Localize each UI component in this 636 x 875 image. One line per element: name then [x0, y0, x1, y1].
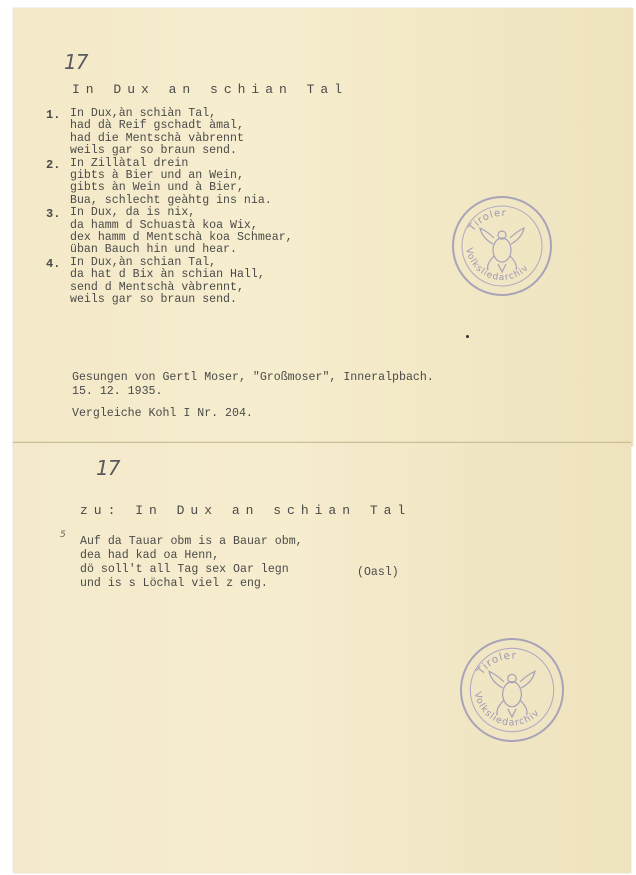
note-label: (Oasl) [357, 566, 399, 579]
verse-line: weils gar so braun send. [70, 293, 237, 307]
handwritten-number-top: 17 [64, 50, 88, 74]
verse-line: In Dux, da is nix, [70, 206, 196, 220]
lyric-line: und is s Löchal viel z eng. [80, 577, 268, 590]
verse-line: send d Mentschà vàbrennt, [70, 280, 244, 294]
verse-line: In Zillàtal drein [70, 156, 189, 170]
ink-dot [466, 335, 469, 338]
verse-line: gibts àn Wein und à Bier, [70, 181, 244, 195]
date-line: 15. 12. 1935. [72, 385, 163, 398]
verse-line: had dà Reif gschadt àmal, [70, 119, 244, 133]
lyric-line: dea had kad oa Henn, [80, 549, 220, 562]
verse-number: 1. [46, 108, 61, 122]
verse-line: had die Mentschà vàbrennt [70, 131, 244, 145]
verse-line: weils gar so braun send. [70, 144, 237, 158]
compare-line: Vergleiche Kohl I Nr. 204. [72, 407, 253, 420]
verse-line: In Dux,àn schiàn Tal, [70, 107, 217, 120]
verse-line: gibts à Bier und an Wein, [70, 169, 244, 183]
verse-2 [46, 158, 293, 208]
sheet-title: zu: In Dux an schian Tal [80, 503, 412, 518]
svg-text:Tiroler: Tiroler [466, 207, 507, 234]
verse-number: 4. [46, 256, 61, 271]
svg-text:Volksliedarchiv: Volksliedarchiv [471, 690, 543, 729]
lyric-line: Auf da Tauar obm is a Bauar obm, [80, 535, 303, 548]
eagle-stamp-icon [462, 640, 562, 740]
archive-stamp-top [452, 196, 552, 296]
verse-number: 3. [46, 207, 61, 222]
sung-by-line: Gesungen von Gertl Moser, "Großmoser", Inneralpbach. [72, 371, 434, 384]
verse-line: In Dux,àn schian Tal, [70, 255, 217, 269]
svg-text:Tiroler: Tiroler [474, 649, 518, 677]
verse-line: üban Bauch hin und hear. [70, 243, 237, 257]
song-title: In Dux an schian Tal [72, 82, 349, 97]
verse-list [46, 108, 293, 307]
verse-line: da hamm d Schuastà koa Wix, [70, 218, 258, 232]
lyric-line: dö soll't all Tag sex Oar legn [80, 563, 289, 576]
eagle-stamp-icon [454, 198, 550, 294]
verse-line: da hat d Bix àn schian Hall, [70, 268, 265, 282]
verse-line: Bua, schlecht geàhtg ins nia. [70, 193, 272, 207]
archive-stamp-bottom [460, 638, 564, 742]
verse-marker: 5 [60, 530, 66, 540]
verse-1 [46, 108, 293, 158]
svg-text:Volksliedarchiv: Volksliedarchiv [463, 247, 532, 283]
verse-4 [46, 257, 293, 307]
verse-line: dex hamm d Mentschà koa Schmear, [70, 231, 293, 245]
verse-number: 2. [46, 157, 61, 172]
handwritten-number-bottom: 17 [96, 456, 120, 480]
verse-3 [46, 207, 293, 257]
